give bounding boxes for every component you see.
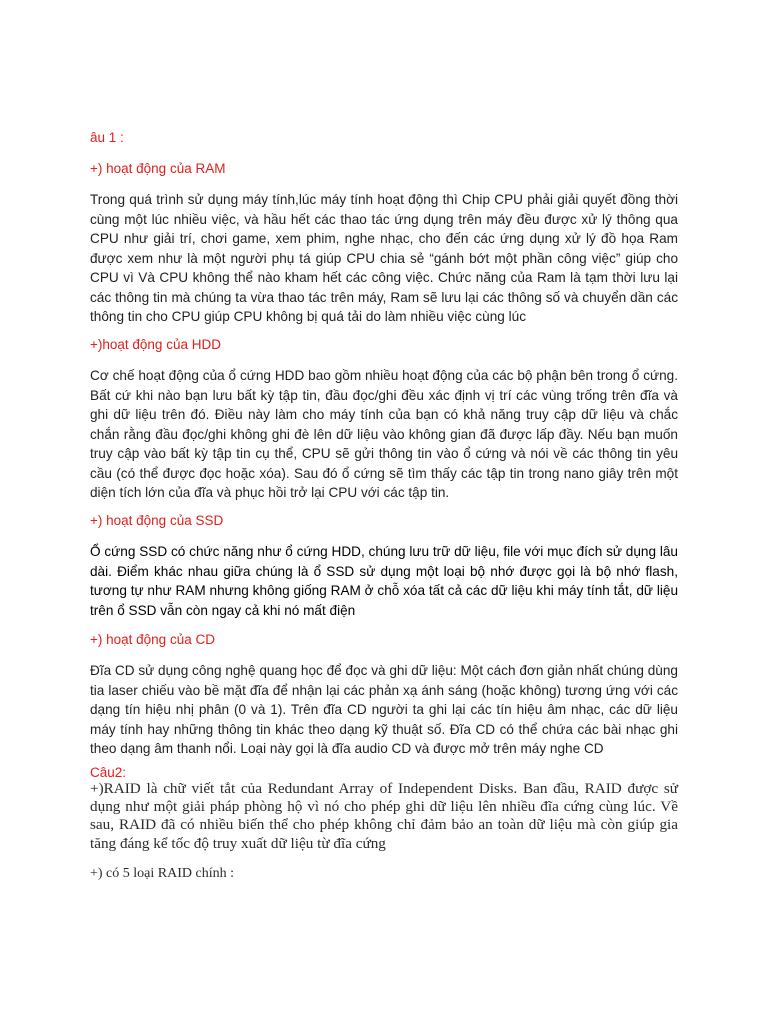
raid-types-line: +) có 5 loại RAID chính :: [90, 866, 234, 881]
hdd-heading: +)hoạt động của HDD: [90, 337, 221, 352]
ssd-paragraph: Ổ cứng SSD có chức năng như ổ cứng HDD, chúng lưu trữ dữ liệu, file với mục đích sử dụng lâu dài. Điểm khác nhau giữa chúng là ổ SSD sử dụng một loại bộ nhớ được gọi là bộ nhớ flash, tương tự như RAM nhưng không giống RAM ở chỗ xóa tất cả các dữ liệu khi máy tính tắt, dữ liệu trên ổ SSD vẫn còn ngay cả khi nó mất điện: [90, 544, 678, 618]
cd-paragraph: Đĩa CD sử dụng công nghệ quang học để đọc và ghi dữ liệu: Một cách đơn giản nhất chúng dùng tia laser chiếu vào bề mặt đĩa để nhận lại các phản xạ ánh sáng (hoặc không) tương ứng với các dạng tín hiệu nhị phân (0 và 1). Trên đĩa CD người ta ghi lại các tín hiệu âm nhạc, các dữ liệu máy tính hay những thông tin khác theo dạng kỹ thuật số. Đĩa CD có thể chứa các bài nhạc ghi theo dạng âm thanh nổi. Loại này gọi là đĩa audio CD và được mở trên máy nghe CD: [90, 663, 678, 756]
question-1-label: âu 1 :: [90, 130, 124, 145]
question-2-label: Câu2:: [90, 765, 127, 780]
raid-paragraph: +)RAID là chữ viết tắt của Redundant Array of Independent Disks. Ban đầu, RAID được sử dụng như một giải pháp phòng hộ vì nó cho phép ghi dữ liệu lên nhiều đĩa cứng cùng lúc. Về sau, RAID đã có nhiều biến thể cho phép không chỉ đảm bảo an toàn dữ liệu mà còn giúp gia tăng đáng kể tốc độ truy xuất dữ liệu từ đĩa cứng: [90, 780, 678, 852]
cd-heading: +) hoạt động của CD: [90, 632, 215, 647]
ram-heading: +) hoạt động của RAM: [90, 161, 226, 176]
ssd-heading: +) hoạt động của SSD: [90, 513, 224, 528]
hdd-paragraph: Cơ chế hoạt động của ổ cứng HDD bao gồm nhiều hoạt động của các bộ phận bên trong ổ cứng. Bất cứ khi nào bạn lưu bất kỳ tập tin, đầu đọc/ghi đều xác định vị trí các vùng trống trên đĩa và ghi dữ liệu trên đó. Điều này làm cho máy tính của bạn có khả năng truy cập dữ liệu và chắc chắn rằng đầu đọc/ghi không ghi đè lên dữ liệu vào không gian đã được lấp đầy. Nếu bạn muốn truy cập vào bất kỳ tập tin cụ thể, CPU sẽ gửi thông tin vào ổ cứng và nói về các thông tin yêu cầu (có thể được đọc hoặc xóa). Sau đó ổ cứng sẽ tìm thấy các tập tin trong nano giây trên một diện tích lớn của đĩa và phục hồi trở lại CPU với các tập tin.: [90, 368, 678, 500]
ram-paragraph: Trong quá trình sử dụng máy tính,lúc máy tính hoạt động thì Chip CPU phải giải quyết đồng thời cùng một lúc nhiều việc, và hầu hết các thao tác ứng dụng trên máy đều được xử lý thông qua CPU như giải trí, chơi game, xem phim, nghe nhạc, cho đến các ứng dụng xử lý đồ họa Ram được xem như là một người phụ tá giúp CPU chia sẻ “gánh bớt một phần công việc” giúp cho CPU vì Và CPU không thể nào kham hết các công việc. Chức năng của Ram là tạm thời lưu lại các thông tin mà chúng ta vừa thao tác trên máy, Ram sẽ lưu lại các thông số và chuyển dần các thông tin cho CPU giúp CPU không bị quá tải do làm nhiều việc cùng lúc: [90, 192, 678, 324]
